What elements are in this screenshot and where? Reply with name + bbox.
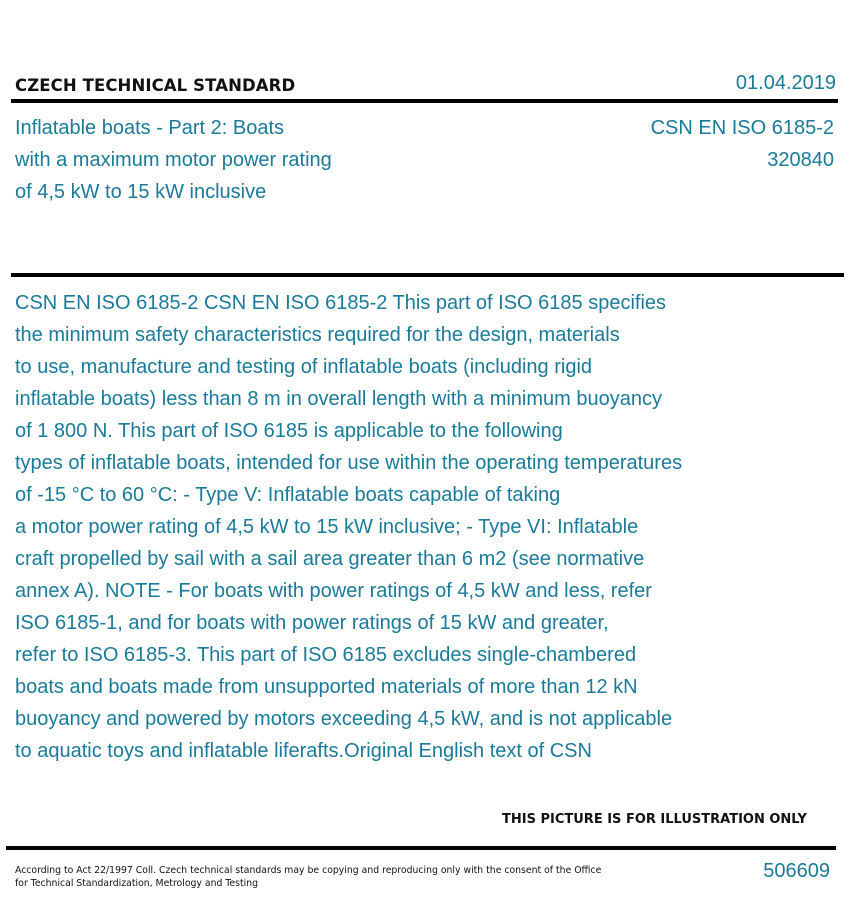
abstract-line: types of inflatable boats, intended for use within the operating temperatures [15,452,683,474]
abstract-line: annex A). NOTE - For boats with power ratings of 4,5 kW and less, refer [15,580,652,602]
abstract-line: ISO 6185-1, and for boats with power ratings of 15 kW and greater, [15,612,609,634]
abstract-line: craft propelled by sail with a sail area greater than 6 m2 (see normative [15,548,645,570]
title-line-3: of 4,5 kW to 15 kW inclusive [15,181,267,203]
header-rule [11,99,838,103]
abstract-line: refer to ISO 6185-3. This part of ISO 6185 excludes single-chambered [15,644,637,666]
abstract-line: the minimum safety characteristics required for the design, materials [15,324,620,346]
abstract-line: buoyancy and powered by motors exceeding 4,5 kW, and is not applicable [15,708,673,730]
document-heading: CZECH TECHNICAL STANDARD [15,76,296,95]
abstract-line: a motor power rating of 4,5 kW to 15 kW inclusive; - Type VI: Inflatable [15,516,639,538]
title-rule [11,273,844,277]
document-code: 506609 [763,860,830,882]
footer-rule [6,846,836,850]
standard-number: CSN EN ISO 6185-2 [650,117,834,139]
catalog-number: 320840 [767,149,834,171]
title-line-2: with a maximum motor power rating [15,149,332,171]
abstract-line: inflatable boats) less than 8 m in overall length with a minimum buoyancy [15,388,662,410]
abstract-line: boats and boats made from unsupported materials of more than 12 kN [15,676,638,698]
document-date: 01.04.2019 [735,72,836,94]
legal-line: for Technical Standardization, Metrology and Testing [15,878,259,889]
abstract-line: CSN EN ISO 6185-2 CSN EN ISO 6185-2 This part of ISO 6185 specifies [15,292,667,314]
abstract-line: to aquatic toys and inflatable liferafts.Original English text of CSN [15,740,592,762]
title-line-1: Inflatable boats - Part 2: Boats [15,117,285,139]
abstract-line: to use, manufacture and testing of inflatable boats (including rigid [15,356,593,378]
legal-notice [15,864,601,890]
abstract-line: of 1 800 N. This part of ISO 6185 is applicable to the following [15,420,563,442]
abstract-line: of -15 °C to 60 °C: - Type V: Inflatable boats capable of taking [15,484,561,506]
standard-abstract [15,287,775,767]
illustration-note: THIS PICTURE IS FOR ILLUSTRATION ONLY [502,812,807,827]
legal-line: According to Act 22/1997 Coll. Czech technical standards may be copying and reproducing only with the consent of the Office [15,865,602,876]
